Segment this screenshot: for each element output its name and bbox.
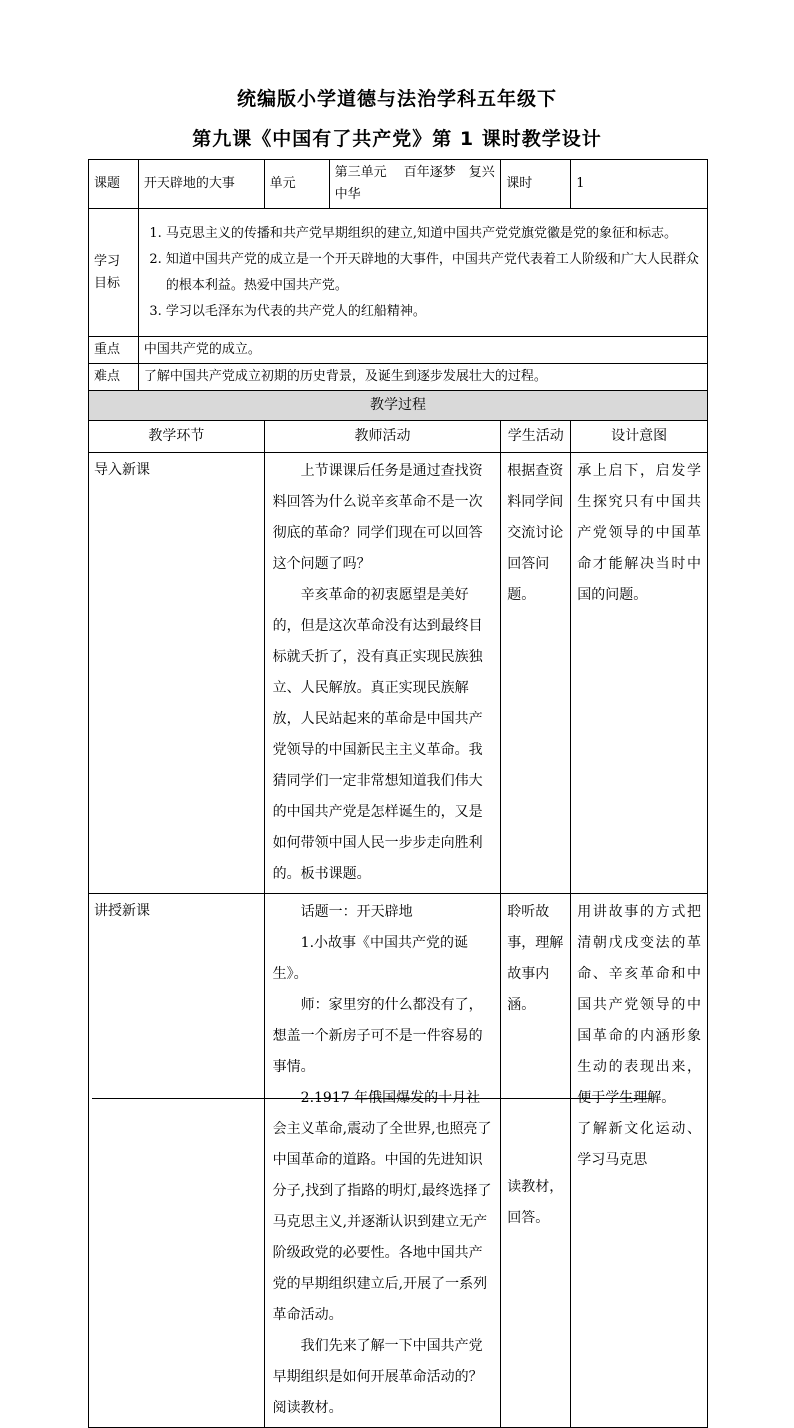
teacher-paragraph: 辛亥革命的初衷愿望是美好的，但是这次革命没有达到最终目标就夭折了，没有真正实现民族独立、人民解放。真正实现民族解放，人民站起来的革命是中国共产党领导的中国新民主主义革命。我猜同学们一定非常想知道我们伟大的中国共产党是怎样诞生的，又是如何带领中国人民一步步走向胜利的。板书课题。	[272, 587, 483, 883]
step-intro: 导入新课	[89, 453, 265, 894]
goal-item: 2. 知道中国共产党的成立是一个开天辟地的大事件，中国共产党代表着工人阶级和广大人民群众的根本利益。热爱中国共产党。	[166, 247, 702, 299]
teacher-paragraph: 师：家里穷的什么都没有了，想盖一个新房子可不是一件容易的事情。	[272, 997, 483, 1076]
student-activity-intro: 根据查资料同学间交流讨论回答问题。	[501, 453, 571, 894]
goal-item: 1. 马克思主义的传播和共产党早期组织的建立,知道中国共产党党旗党徽是党的象征和标志。	[166, 221, 702, 247]
col-student-header: 学生活动	[501, 421, 571, 453]
document-subtitle: 第九课《中国有了共产党》第 1 课时教学设计	[192, 128, 602, 150]
teacher-activity-intro	[264, 453, 501, 894]
lesson-plan-table	[88, 159, 708, 1428]
design-intent-intro: 承上启下，启发学生探究只有中国共产党领导的中国革命才能解决当时中国的问题。	[571, 453, 708, 894]
hours-label: 课时	[501, 160, 571, 209]
student-activity-new: 聆听故事，理解故事内涵。 读教材，回答。	[501, 894, 571, 1428]
col-teacher-header: 教师活动	[264, 421, 501, 453]
teacher-paragraph: 我们先来了解一下中国共产党早期组织是如何开展革命活动的？阅读教材。	[272, 1338, 483, 1417]
topic-value: 开天辟地的大事	[138, 160, 264, 209]
topic-label: 课题	[89, 160, 139, 209]
goal-item: 3. 学习以毛泽东为代表的共产党人的红船精神。	[166, 299, 702, 325]
hours-value: 1	[571, 160, 708, 209]
step-new-lesson: 讲授新课	[89, 894, 265, 1428]
table-row	[89, 453, 708, 894]
design-intent-new: 用讲故事的方式把清朝戊戌变法的革命、辛亥革命和中国共产党领导的中国革命的内涵形象生动的表现出来，便于学生理解。 了解新文化运动、学习马克思	[571, 894, 708, 1428]
teacher-paragraph: 上节课课后任务是通过查找资料回答为什么说辛亥革命不是一次彻底的革命？同学们现在可以回答这个问题了吗？	[272, 463, 483, 573]
col-intent-header: 设计意图	[571, 421, 708, 453]
key-label: 重点	[89, 337, 139, 364]
teacher-activity-new	[264, 894, 501, 1428]
difficulty-label: 难点	[89, 364, 139, 391]
col-step-header: 教学环节	[89, 421, 265, 453]
footer-divider	[92, 1098, 652, 1099]
key-value: 中国共产党的成立。	[138, 337, 707, 364]
teacher-paragraph: 话题一：开天辟地	[300, 904, 413, 921]
document-title: 统编版小学道德与法治学科五年级下	[236, 88, 557, 110]
goals-cell	[138, 209, 707, 337]
unit-value: 第三单元 百年逐梦 复兴中华	[329, 160, 501, 209]
goals-list	[144, 221, 702, 325]
process-header: 教学过程	[89, 391, 708, 421]
teacher-paragraph: 2.1917 年俄国爆发的十月社会主义革命,震动了全世界,也照亮了中国革命的道路。中国的先进知识分子,找到了指路的明灯,最终选择了马克思主义,并逐渐认识到建立无产阶级政党的必要性。各地中国共产党的早期组织建立后,开展了一系列革命活动。	[272, 1090, 492, 1324]
teacher-paragraph: 1.小故事《中国共产党的诞生》。	[272, 935, 469, 983]
difficulty-value: 了解中国共产党成立初期的历史背景，及诞生到逐步发展壮大的过程。	[138, 364, 707, 391]
goals-label: 学习目标	[89, 209, 139, 337]
table-row	[89, 894, 708, 1428]
unit-label: 单元	[264, 160, 329, 209]
